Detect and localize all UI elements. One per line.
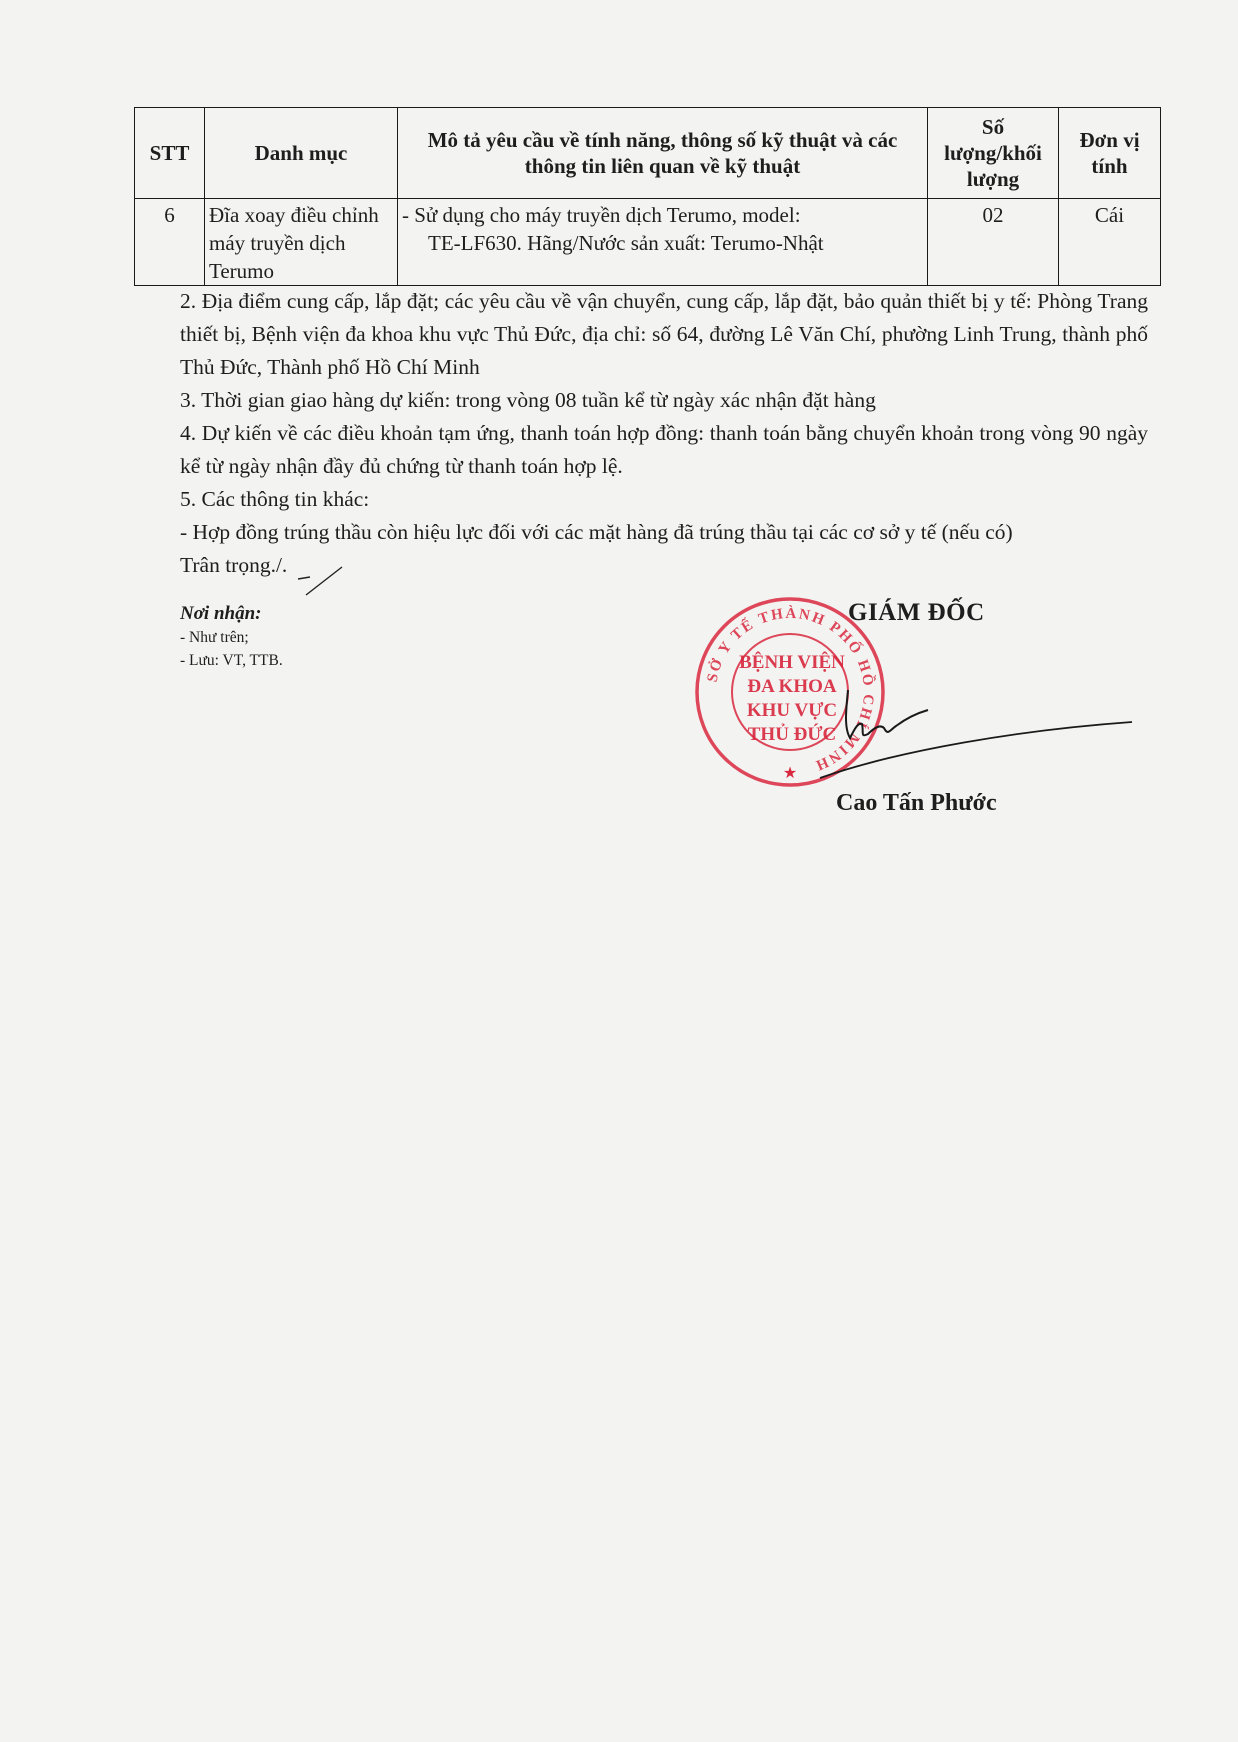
paragraph-delivery-location: 2. Địa điểm cung cấp, lắp đặt; các yêu cầu về vận chuyển, cung cấp, lắp đặt, bảo quản thiết bị y tế: Phòng Trang thiết bị, Bệnh viện đa khoa khu vực Thủ Đức, địa chỉ: số 64, đường Lê Văn Chí, phường Linh Trung, thành phố Thủ Đức, Thành phố Hồ Chí Minh [180,289,1148,379]
initial-mark [296,557,346,607]
header-description: Mô tả yêu cầu về tính năng, thông số kỹ thuật và các thông tin liên quan về kỹ thuật [398,108,928,199]
paragraph-other-info: 5. Các thông tin khác: [180,487,370,511]
paragraph-other-info-item: - Hợp đồng trúng thầu còn hiệu lực đối với các mặt hàng đã trúng thầu tại các cơ sở y tế (nếu có) [180,520,1013,544]
stamp-star-icon: ★ [782,765,798,782]
description-line-2: TE-LF630. Hãng/Nước sản xuất: Terumo-Nhật [428,231,824,255]
cell-description [398,199,928,286]
paragraph-payment-terms: 4. Dự kiến về các điều khoản tạm ứng, thanh toán hợp đồng: thanh toán bằng chuyển khoản trong vòng 90 ngày kể từ ngày nhận đầy đủ chứng từ thanh toán hợp lệ. [180,421,1148,478]
cell-item: Đĩa xoay điều chỉnh máy truyền dịch Terumo [205,199,398,286]
stamp-line: KHU VỰC [746,700,838,721]
items-table [134,107,1161,286]
cell-unit: Cái [1059,199,1161,286]
closing-text: Trân trọng./. [180,553,288,577]
signer-name: Cao Tấn Phước [836,790,997,816]
body-text [180,285,1148,582]
recipients-title: Nơi nhận: [180,603,262,624]
table-row [135,199,1161,286]
table-header-row [135,108,1161,199]
paragraph-delivery-time: 3. Thời gian giao hàng dự kiến: trong vòng 08 tuần kể từ ngày xác nhận đặt hàng [180,388,876,412]
header-stt: STT [135,108,205,199]
cell-quantity: 02 [928,199,1059,286]
signer-role: GIÁM ĐỐC [848,599,985,626]
header-item: Danh mục [205,108,398,199]
recipients-block [180,602,283,672]
stamp-line: ĐA KHOA [747,676,837,697]
description-line-1: - Sử dụng cho máy truyền dịch Terumo, model: [402,203,801,227]
header-quantity: Số lượng/khối lượng [928,108,1059,199]
director-signature [780,660,1140,800]
recipient-item: - Như trên; [180,629,249,646]
recipient-item: - Lưu: VT, TTB. [180,652,283,669]
stamp-ring-text: SỞ Y TẾ THÀNH PHỐ HỒ CHÍ MINH [704,605,877,774]
cell-stt: 6 [135,199,205,286]
stamp-line: BỆNH VIỆN [739,652,845,673]
header-unit: Đơn vị tính [1059,108,1161,199]
stamp-line: THỦ ĐỨC [747,724,837,745]
